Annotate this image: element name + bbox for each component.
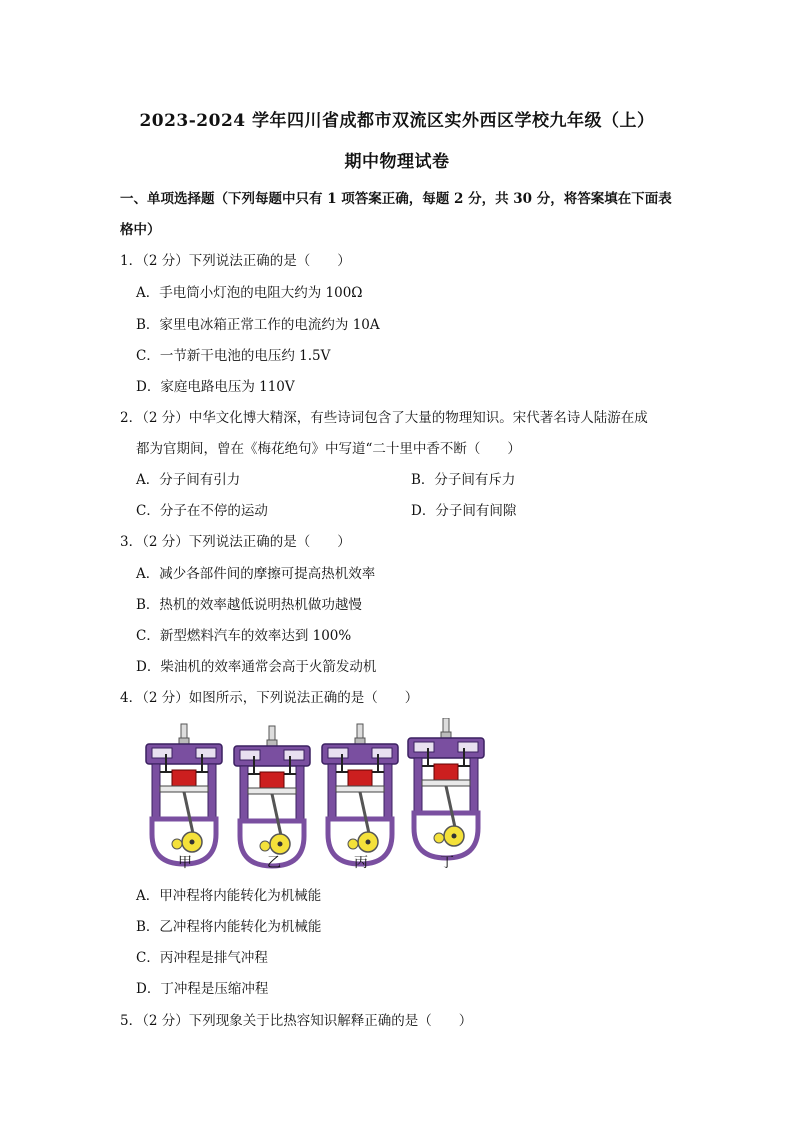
question-5-stem: 5．（2 分）下列现象关于比热容知识解释正确的是（ ） <box>120 1013 473 1029</box>
question-1-option-c: C．一节新干电池的电压约 1.5V <box>136 348 331 364</box>
question-2-stem: 2．（2 分）中华文化博大精深，有些诗词包含了大量的物理知识。宋代著名诗人陆游在成 <box>120 410 648 426</box>
section-heading-cont: 格中） <box>120 222 161 238</box>
question-2-option-c: C．分子在不停的运动 <box>136 503 268 519</box>
question-4-option-c: C．丙冲程是排气冲程 <box>136 950 268 966</box>
question-1-stem: 1．（2 分）下列说法正确的是（ ） <box>120 253 351 269</box>
section-heading: 一、单项选择题（下列每题中只有 1 项答案正确，每题 2 分，共 30 分，将答案填在下面表 <box>120 191 672 207</box>
figure-caption-jia: 甲 <box>178 855 192 871</box>
question-1-option-a: A．手电筒小灯泡的电阻大约为 100Ω <box>136 285 363 301</box>
question-4-option-b: B．乙冲程将内能转化为机械能 <box>136 919 322 935</box>
question-3-option-c: C．新型燃料汽车的效率达到 100% <box>136 628 352 644</box>
question-2-option-b: B．分子间有斥力 <box>411 472 516 488</box>
question-3-stem: 3．（2 分）下列说法正确的是（ ） <box>120 534 351 550</box>
engine-bing <box>322 724 398 864</box>
question-2-stem-cont: 都为官期间，曾在《梅花绝句》中写道“二十里中香不断（ ） <box>136 441 521 457</box>
question-4-option-d: D．丁冲程是压缩冲程 <box>136 981 269 997</box>
question-4-stem: 4．（2 分）如图所示，下列说法正确的是（ ） <box>120 690 419 706</box>
question-1-option-b: B．家里电冰箱正常工作的电流约为 10A <box>136 317 380 333</box>
figure-caption-bing: 丙 <box>354 855 368 871</box>
question-3-option-d: D．柴油机的效率通常会高于火箭发动机 <box>136 659 377 675</box>
question-2-option-a: A．分子间有引力 <box>136 472 241 488</box>
engine-ding <box>408 718 484 858</box>
page-title: 2023-2024 学年四川省成都市双流区实外西区学校九年级（上） <box>139 111 655 131</box>
question-4-option-a: A．甲冲程将内能转化为机械能 <box>136 888 322 904</box>
question-2-option-d: D．分子间有间隙 <box>411 503 517 519</box>
engine-jia <box>146 724 222 864</box>
engine-yi <box>234 726 310 866</box>
figure-caption-ding: 丁 <box>440 855 454 871</box>
figure-caption-yi: 乙 <box>267 855 281 871</box>
question-3-option-b: B．热机的效率越低说明热机做功越慢 <box>136 597 362 613</box>
question-1-option-d: D．家庭电路电压为 110V <box>136 379 295 395</box>
question-3-option-a: A．减少各部件间的摩擦可提高热机效率 <box>136 566 376 582</box>
page-subtitle: 期中物理试卷 <box>344 152 450 172</box>
